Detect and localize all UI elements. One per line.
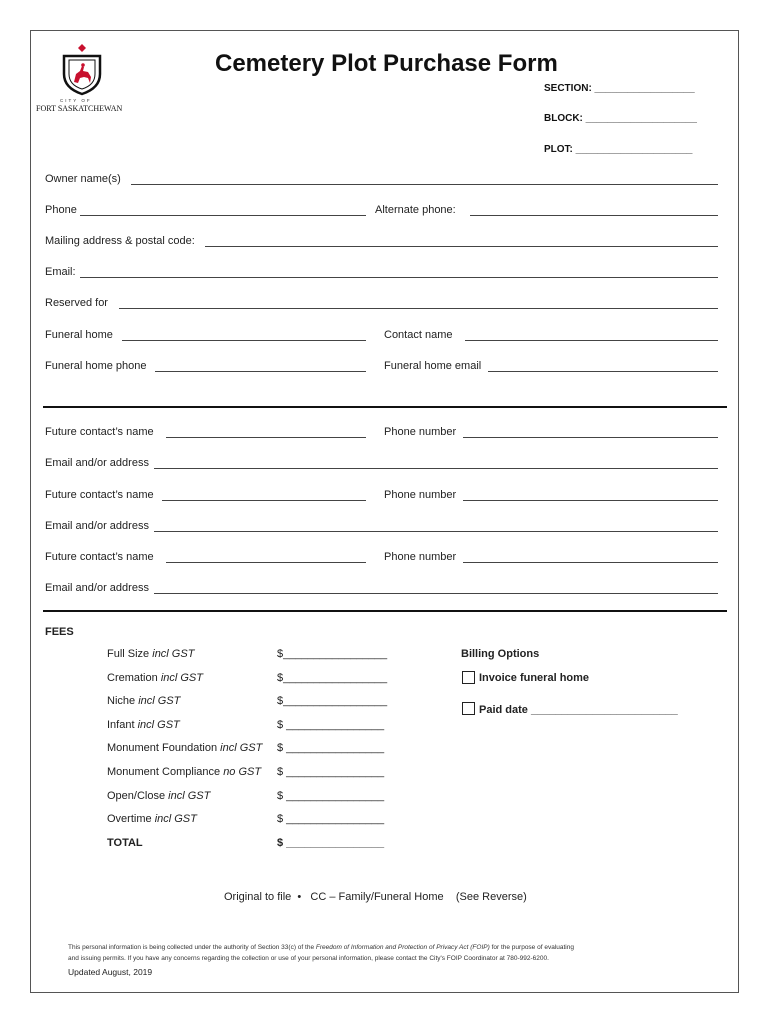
alternate-phone-label: Alternate phone: xyxy=(375,204,456,216)
future-contact-email-label: Email and/or address xyxy=(45,457,149,469)
invoice-funeral-home-label: Invoice funeral home xyxy=(479,672,590,684)
owner-name-label: Owner name(s) xyxy=(45,173,121,185)
funeral-home-label: Funeral home xyxy=(45,329,113,341)
future-contact-phone-label: Phone number xyxy=(384,489,457,501)
fee-item-amount[interactable]: $_________________ xyxy=(277,648,388,660)
contact-name-input[interactable] xyxy=(465,340,718,341)
fee-item-amount[interactable]: $_________________ xyxy=(277,695,388,707)
fee-item-label: Overtime incl GST xyxy=(107,813,197,825)
section-divider xyxy=(43,406,727,408)
block-field[interactable]: BLOCK: ____________________ xyxy=(544,113,697,124)
owner-name-input[interactable] xyxy=(131,184,718,185)
contact-name-label: Contact name xyxy=(384,329,453,341)
alternate-phone-input[interactable] xyxy=(470,215,718,216)
fee-item-label: Monument Foundation incl GST xyxy=(107,742,263,754)
future-contact-phone-input[interactable] xyxy=(463,437,718,438)
privacy-notice-line-1: This personal information is being collected under the authority of Section 33(c) of the Freedom of Information and Protection of Privacy Act (FOIP) for the purpose of evaluating xyxy=(68,944,574,951)
city-logo xyxy=(36,44,126,116)
logo-city-name: FORT SASKATCHEWAN xyxy=(36,104,123,113)
distribution-note: Original to file • CC – Family/Funeral Home (See Reverse) xyxy=(224,891,527,903)
reserved-for-input[interactable] xyxy=(119,308,718,309)
page-title: Cemetery Plot Purchase Form xyxy=(215,50,558,77)
fee-item-label: Full Size incl GST xyxy=(107,648,195,660)
future-contact-email-input[interactable] xyxy=(154,468,718,469)
funeral-home-email-label: Funeral home email xyxy=(384,360,482,372)
plot-field[interactable]: PLOT: _____________________ xyxy=(544,144,693,155)
fee-item-amount[interactable]: $ ________________ xyxy=(277,766,385,778)
fees-heading: FEES xyxy=(45,626,74,638)
fee-item-amount[interactable]: $ ________________ xyxy=(277,742,385,754)
reserved-for-label: Reserved for xyxy=(45,297,108,309)
phone-input[interactable] xyxy=(80,215,366,216)
email-label: Email: xyxy=(45,266,76,278)
funeral-home-input[interactable] xyxy=(122,340,366,341)
fee-item-amount[interactable]: $ ________________ xyxy=(277,719,385,731)
privacy-notice-line-2: and issuing permits. If you have any concerns regarding the collection or use of your personal information, please contact the City's FOIP Coordinator at 780-992-6200. xyxy=(68,955,549,962)
funeral-home-email-input[interactable] xyxy=(488,371,718,372)
billing-options-heading: Billing Options xyxy=(461,648,540,660)
fee-item-amount[interactable]: $ ________________ xyxy=(277,790,385,802)
paid-date-field[interactable]: Paid date ________________________ xyxy=(479,704,678,716)
paid-date-checkbox[interactable] xyxy=(462,702,475,715)
future-contact-name-input[interactable] xyxy=(166,437,366,438)
section-field[interactable]: SECTION: __________________ xyxy=(544,83,695,94)
future-contact-email-input[interactable] xyxy=(154,531,718,532)
fee-item-amount[interactable]: $ ________________ xyxy=(277,813,385,825)
future-contact-name-label: Future contact’s name xyxy=(45,551,154,563)
mailing-address-input[interactable] xyxy=(205,246,718,247)
email-input[interactable] xyxy=(80,277,718,278)
mailing-address-label: Mailing address & postal code: xyxy=(45,235,195,247)
funeral-home-phone-label: Funeral home phone xyxy=(45,360,147,372)
future-contact-email-input[interactable] xyxy=(154,593,718,594)
future-contact-phone-label: Phone number xyxy=(384,551,457,563)
future-contact-name-input[interactable] xyxy=(162,500,366,501)
fee-item-label: Monument Compliance no GST xyxy=(107,766,262,778)
fee-item-label: Niche incl GST xyxy=(107,695,181,707)
total-label: TOTAL xyxy=(107,837,143,849)
logo-top-text: CITY OF xyxy=(60,98,92,103)
future-contact-name-label: Future contact’s name xyxy=(45,426,154,438)
funeral-home-phone-input[interactable] xyxy=(155,371,366,372)
fee-item-amount[interactable]: $_________________ xyxy=(277,672,388,684)
fee-item-label: Infant incl GST xyxy=(107,719,180,731)
future-contact-phone-input[interactable] xyxy=(463,562,718,563)
future-contact-email-label: Email and/or address xyxy=(45,520,149,532)
future-contact-email-label: Email and/or address xyxy=(45,582,149,594)
fee-item-label: Cremation incl GST xyxy=(107,672,203,684)
fee-item-label: Open/Close incl GST xyxy=(107,790,211,802)
future-contact-name-label: Future contact’s name xyxy=(45,489,154,501)
future-contact-phone-input[interactable] xyxy=(463,500,718,501)
updated-date: Updated August, 2019 xyxy=(68,967,153,977)
section-divider xyxy=(43,610,727,612)
invoice-funeral-home-checkbox[interactable] xyxy=(462,671,475,684)
total-amount[interactable]: $ ________________ xyxy=(277,837,385,849)
future-contact-name-input[interactable] xyxy=(166,562,366,563)
phone-label: Phone xyxy=(45,204,77,216)
future-contact-phone-label: Phone number xyxy=(384,426,457,438)
